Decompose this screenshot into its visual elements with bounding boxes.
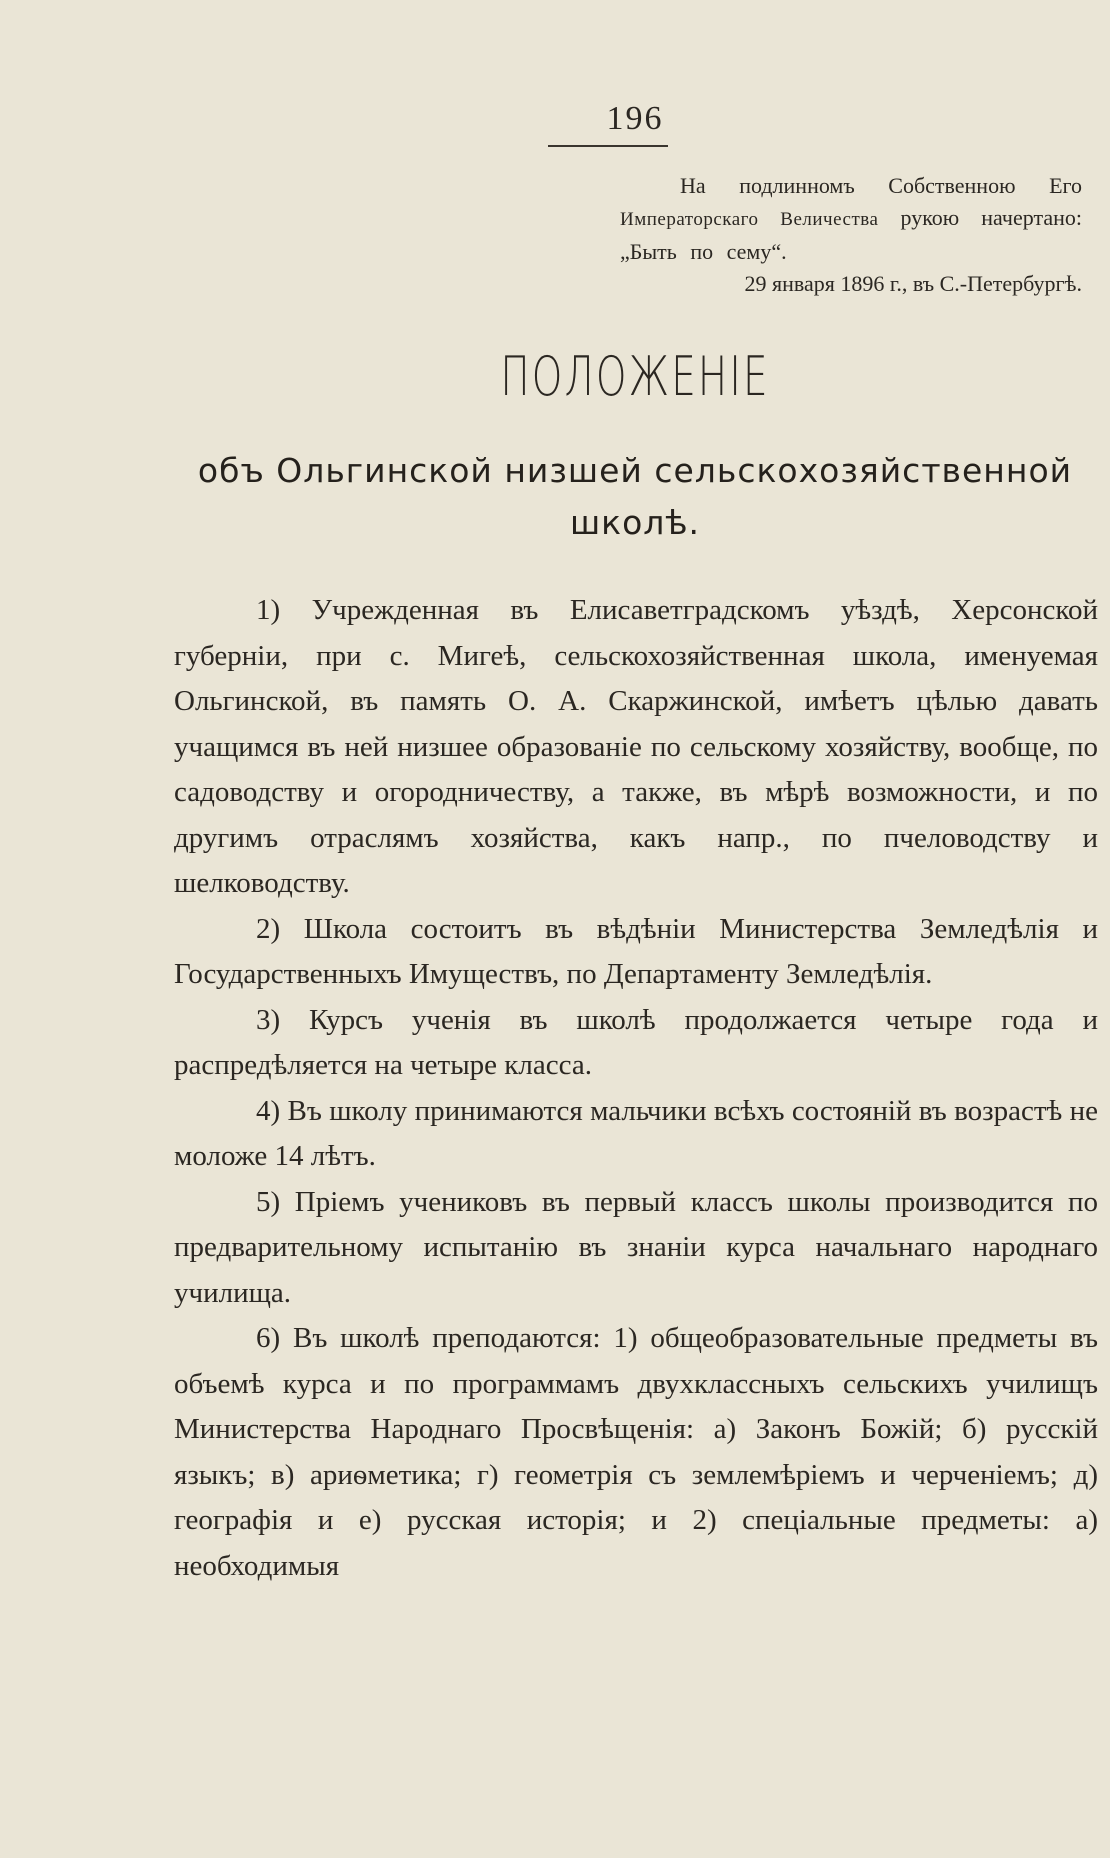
paragraph: 1) Учрежденная въ Елисаветградскомъ уѣздѣ, Херсонской губерніи, при с. Мигеѣ, сельскохозяйственная школа, именуемая Ольгинской, въ память О. А. Скаржинской, имѣетъ цѣлью давать учащимся въ ней низшее образованіе по сельскому хозяйству, вообще, по садоводству и огородничеству, а также, въ мѣрѣ возможности, и по другимъ отраслямъ хозяйства, какъ напр., по пчеловодству и шелководству. [174, 594, 1098, 899]
page-number: 196 [606, 100, 664, 137]
paragraph: 6) Въ школѣ преподаются: 1) общеобразовательные предметы въ объемѣ курса и по программамъ двухклассныхъ сельскихъ училищъ Министерства Народнаго Просвѣщенія: а) Законъ Божій; б) русскій языкъ; в) ариѳметика; г) геометрія съ землемѣріемъ и черченіемъ; д) географія и е) русская исторія; и 2) спеціальные предметы: а) необходимыя [174, 1322, 1098, 1582]
paragraph: 5) Пріемъ учениковъ въ первый классъ школы производится по предварительному испытанію въ знаніи курса начальнаго народнаго училища. [174, 1185, 1098, 1309]
document-title: ПОЛОЖЕНІЕ [500, 345, 770, 408]
sanction-text [620, 170, 1082, 268]
paragraph: 3) Курсъ ученія въ школѣ продолжается четыре года и распредѣляется на четыре класса. [174, 1003, 1098, 1081]
paragraph: 2) Школа состоитъ въ вѣдѣніи Министерства Земледѣлія и Государственныхъ Имуществъ, по Департаменту Земледѣлія. [174, 912, 1098, 990]
sanction-imperial-title: Императорскаго Величества [620, 209, 879, 230]
imperial-sanction-note [620, 170, 1082, 300]
body-text [174, 588, 1098, 1589]
document-subtitle: объ Ольгинской низшей сельскохозяйственной школѣ. [197, 451, 1073, 542]
paragraph: 4) Въ школу принимаются мальчики всѣхъ состояній въ возрастѣ не моложе 14 лѣтъ. [174, 1094, 1098, 1172]
page-number-rule [548, 145, 668, 147]
sanction-line-1: На подлинномъ Собственною Его [680, 173, 1082, 198]
sanction-date: 29 января 1896 г., въ С.-Петербургѣ. [744, 271, 1082, 296]
sanction-line-2: рукою начертано: „Быть по сему“. [620, 205, 1082, 264]
